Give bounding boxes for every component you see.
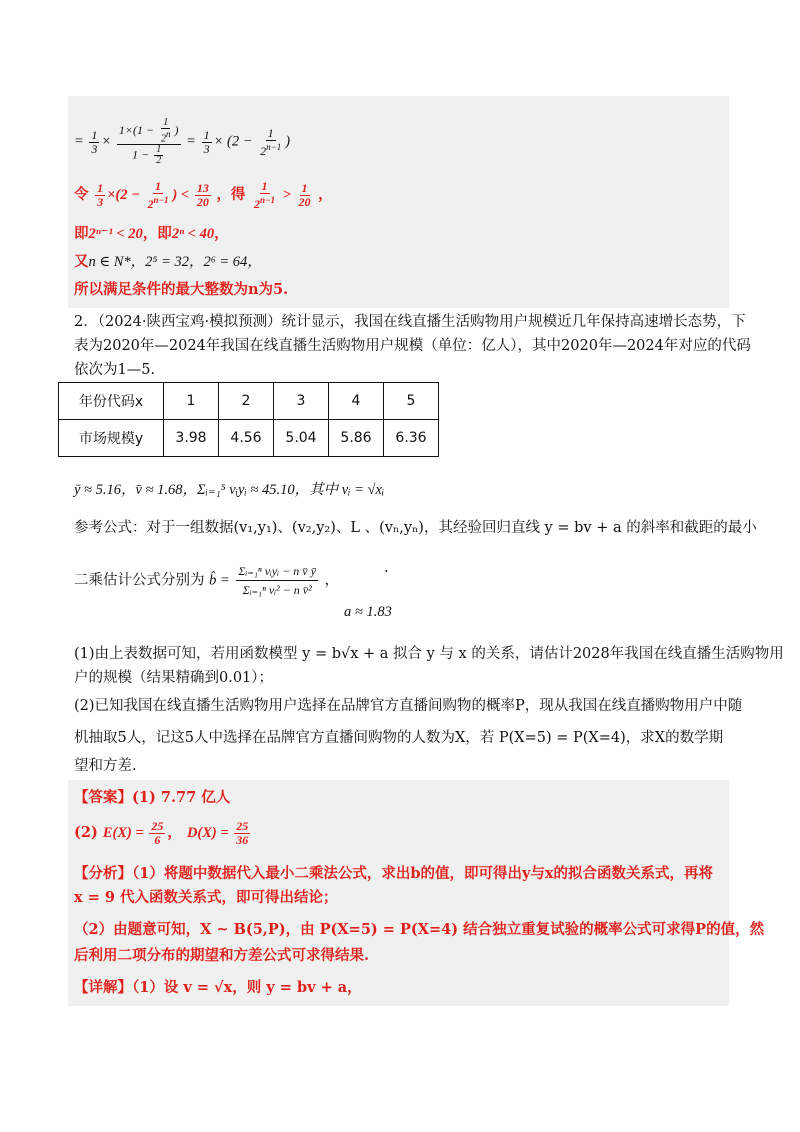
table-cell: 5.04 bbox=[274, 420, 329, 457]
table-cell: 3.98 bbox=[164, 420, 219, 457]
question1-line2: 户的规模（结果精确到0.01）； bbox=[74, 670, 274, 686]
table-cell: 6.36 bbox=[384, 420, 439, 457]
ling-line: 令 $\frac{1}{3}$ ×(2 − $\frac{1}{2^{n-1}}$ ) < $\frac{13}{20}$ ，得 $\frac{1}{2^{n-1}}$ > $\frac{1}{20}$ ， bbox=[74, 179, 333, 211]
question2-line1: (2)已知我国在线直播生活购物用户选择在品牌官方直播间购物的概率P，现从我国在线直播购物用户中随 bbox=[74, 698, 743, 714]
table-cell: 市场规模y bbox=[59, 420, 164, 457]
analysis-line4: 后利用二项分布的期望和方差公式可求得结果. bbox=[74, 947, 370, 964]
reference-formula-2: 二乘估计公式分别为 b̂ = $\frac{\text{Σᵢ₌₁ⁿ vᵢyᵢ − n v̄ ȳ}}{\text{Σᵢ₌₁ⁿ vᵢ² − n v̄²}}$ ， . a ≈ 1.83 bbox=[74, 560, 392, 620]
table-cell: 4.56 bbox=[219, 420, 274, 457]
problem2-intro-1: 2．（2024·陕西宝鸡·模拟预测）统计显示，我国在线直播生活购物用户规模近几年保持高速增长态势，下 bbox=[74, 314, 746, 330]
table-row bbox=[59, 420, 439, 457]
question2-line2: 机抽取5人，记这5人中选择在品牌官方直播间购物的人数为X，若 P(X=5) = P(X=4)，求X的数学期 bbox=[74, 730, 724, 746]
answer-line1: 【答案】(1) 7.77 亿人 bbox=[74, 789, 231, 806]
table-row bbox=[59, 383, 439, 420]
question2-line3: 望和方差. bbox=[74, 758, 137, 774]
detail-line1: 【详解】（1）设 v = √x，则 y = bv + a， bbox=[74, 979, 362, 996]
reference-formula-1: 参考公式：对于一组数据(v₁,y₁)、(v₂,y₂)、L 、(vₙ,yₙ)，其经验回归直线 y = bv + a 的斜率和截距的最小 bbox=[74, 520, 757, 536]
table-cell: 4 bbox=[329, 383, 384, 420]
analysis-label: 【分析】 bbox=[74, 865, 132, 882]
given-values: ȳ ≈ 5.16，v̄ ≈ 1.68，Σᵢ₌₁⁵ vᵢyᵢ ≈ 45.10，其中 vᵢ = √xᵢ bbox=[74, 482, 385, 498]
you-line: 又n ∈ N*，2⁵ = 32，2⁶ = 64， bbox=[74, 253, 262, 270]
problem2-intro-2: 表为2020年—2024年我国在线直播生活购物用户规模（单位：亿人），其中2020年—2024年对应的代码 bbox=[74, 338, 751, 354]
answer-line2: (2) E(X) = $\frac{25}{6}$ ， D(X) = $\frac{25}{36}$ bbox=[74, 819, 249, 847]
b-hat-fraction: $\frac{\text{Σᵢ₌₁ⁿ vᵢyᵢ − n v̄ ȳ}}{\text{Σᵢ₌₁ⁿ vᵢ² − n v̄²}}$ bbox=[238, 564, 316, 597]
answer-label: 【答案】 bbox=[74, 789, 132, 806]
question1-line1: (1)由上表数据可知，若用函数模型 y = b√x + a 拟合 y 与 x 的关系，请估计2028年我国在线直播生活购物用 bbox=[74, 646, 784, 662]
table-cell: 5.86 bbox=[329, 420, 384, 457]
detail-label: 【详解】 bbox=[74, 979, 132, 996]
analysis-line2: x = 9 代入函数关系式，即可得出结论； bbox=[74, 889, 338, 906]
conclusion-line: 所以满足条件的最大整数为n为5. bbox=[74, 281, 289, 298]
table-cell: 1 bbox=[164, 383, 219, 420]
formula-line-1: = $\frac{1}{3}$ × 1×(1 − $\frac{1}{2^n}$ ) 1 − $\frac{1}{2}$ = $\frac{1}{3}$ × (2 − $\frac{1}{2^{n-1}}$ ) bbox=[74, 117, 291, 167]
table-cell: 5 bbox=[384, 383, 439, 420]
problem2-intro-3: 依次为1—5. bbox=[74, 362, 156, 378]
ji-line: 即2ⁿ⁻¹ < 20，即2ⁿ < 40， bbox=[74, 225, 229, 242]
table-cell: 3 bbox=[274, 383, 329, 420]
analysis-line1: 【分析】（1）将题中数据代入最小二乘法公式，求出b的值，即可得出y与x的拟合函数关系式，再将 bbox=[74, 865, 714, 882]
analysis-line3: （2）由题意可知，X ~ B(5,P)，由 P(X=5) = P(X=4) 结合独立重复试验的概率公式可求得P的值，然 bbox=[74, 921, 765, 938]
data-table bbox=[58, 382, 439, 457]
table-cell: 年份代码x bbox=[59, 383, 164, 420]
table-cell: 2 bbox=[219, 383, 274, 420]
